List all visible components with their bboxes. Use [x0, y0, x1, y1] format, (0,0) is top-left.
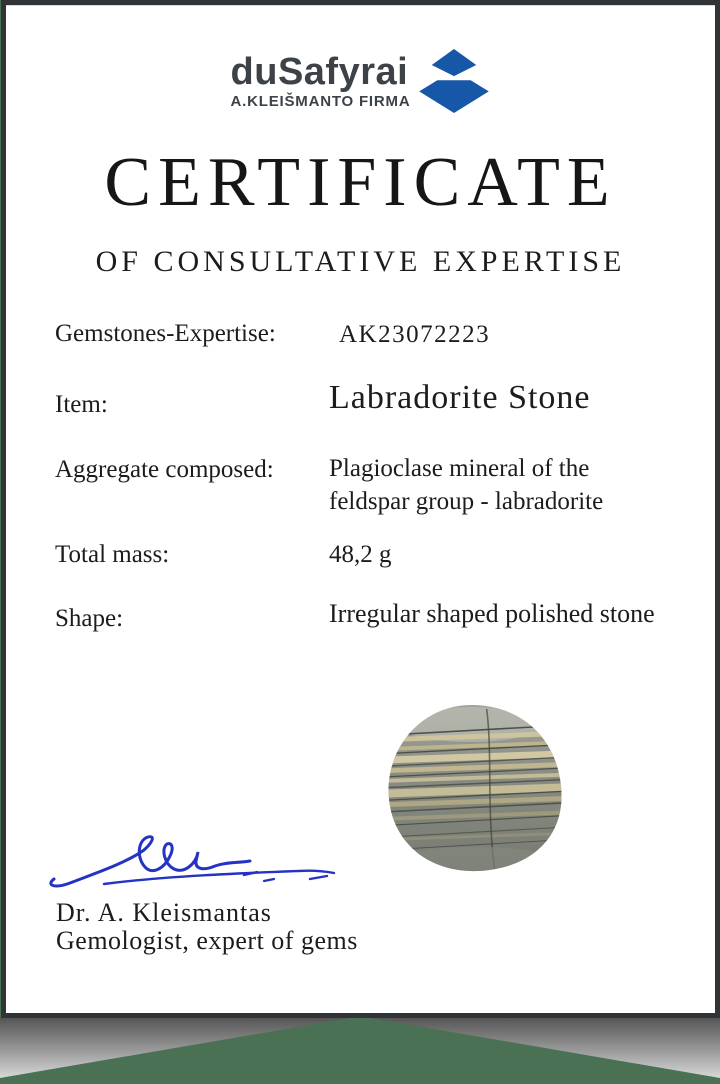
certificate-subtitle: OF CONSULTATIVE EXPERTISE	[95, 245, 626, 278]
field-value-total-mass: 48,2 g	[329, 541, 392, 568]
field-label-expertise-number: Gemstones-Expertise:	[55, 320, 276, 347]
firm-name: A.KLEIŠMANTO FIRMA	[230, 92, 411, 110]
stone-image	[378, 699, 572, 876]
brand-name: duSafyrai	[230, 50, 409, 93]
signatory-name: Dr. A. Kleismantas	[56, 898, 272, 927]
field-label-shape: Shape:	[55, 605, 124, 632]
brand-logo-text	[230, 50, 411, 110]
field-value-shape: Irregular shaped polished stone	[329, 599, 655, 628]
field-label-aggregate: Aggregate composed:	[55, 456, 274, 483]
certificate-sheet	[1, 0, 720, 1018]
labradorite-stone-photo	[378, 699, 572, 876]
signature-icon	[46, 833, 356, 895]
field-label-item: Item:	[55, 391, 108, 418]
diamond-icon	[418, 49, 490, 113]
brand-logo	[6, 49, 715, 113]
field-label-total-mass: Total mass:	[55, 541, 170, 568]
signatory-role: Gemologist, expert of gems	[56, 926, 358, 955]
field-value-expertise-number: AK23072223	[339, 321, 491, 348]
field-value-aggregate: Plagioclase mineral of the feldspar group - labradorite	[329, 455, 604, 515]
certificate-title: CERTIFICATE	[104, 144, 617, 221]
field-value-item: Labradorite Stone	[329, 379, 591, 416]
